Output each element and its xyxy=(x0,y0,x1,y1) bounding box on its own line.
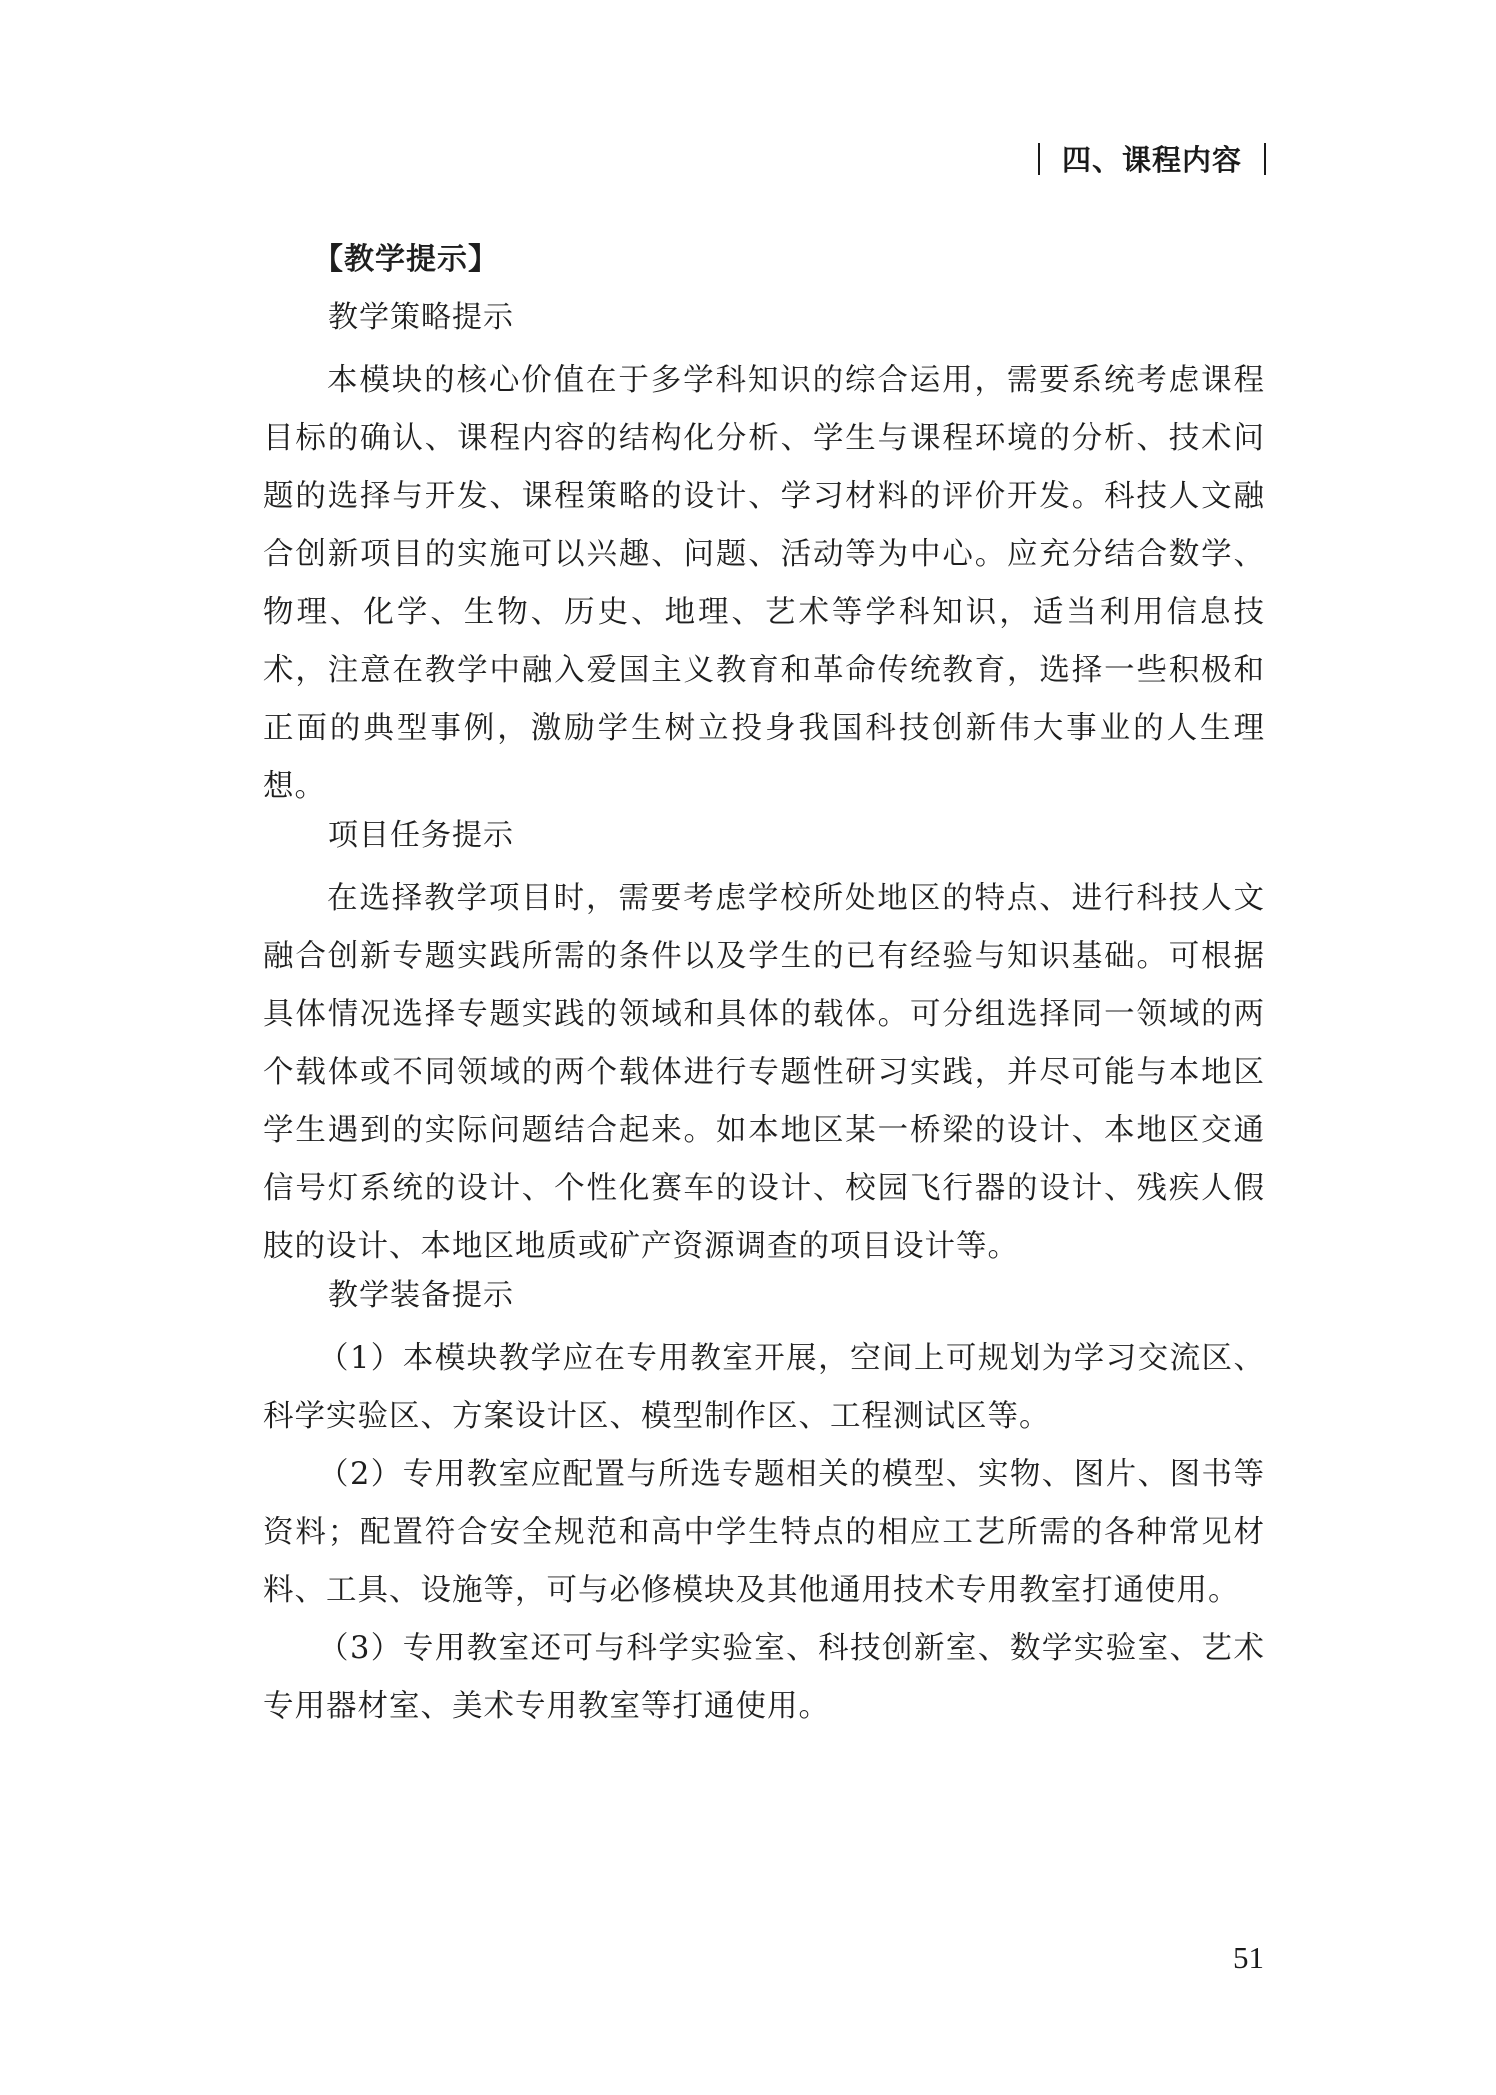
header-divider-right xyxy=(1264,143,1266,175)
running-header xyxy=(1038,138,1266,179)
header-divider-left xyxy=(1038,143,1040,175)
list-item-equipment-3: （3）专用教室还可与科学实验室、科技创新室、数学实验室、艺术专用器材室、美术专用教室等打通使用。 xyxy=(263,1631,1265,1724)
subheading-teaching-equipment: 教学装备提示 xyxy=(328,1278,514,1313)
list-item-equipment-2: （2）专用教室应配置与所选专题相关的模型、实物、图片、图书等资料；配置符合安全规范和高中学生特点的相应工艺所需的各种常见材料、工具、设施等，可与必修模块及其他通用技术专用教室打通使用。 xyxy=(263,1457,1265,1608)
running-title: 四、课程内容 xyxy=(1061,143,1242,177)
subheading-project-tasks: 项目任务提示 xyxy=(328,818,514,853)
paragraph-teaching-strategy: 本模块的核心价值在于多学科知识的综合运用，需要系统考虑课程目标的确认、课程内容的结构化分析、学生与课程环境的分析、技术问题的选择与开发、课程策略的设计、学习材料的评价开发。科技人文融合创新项目的实施可以兴趣、问题、活动等为中心。应充分结合数学、物理、化学、生物、历史、地理、艺术等学科知识，适当利用信息技术，注意在教学中融入爱国主义教育和革命传统教育，选择一些积极和正面的典型事例，激励学生树立投身我国科技创新伟大事业的人生理想。 xyxy=(263,363,1265,804)
page-number: 51 xyxy=(1233,1940,1264,1975)
list-item-equipment-1: （1）本模块教学应在专用教室开展，空间上可规划为学习交流区、科学实验区、方案设计区、模型制作区、工程测试区等。 xyxy=(263,1341,1265,1434)
paragraph-project-tasks: 在选择教学项目时，需要考虑学校所处地区的特点、进行科技人文融合创新专题实践所需的条件以及学生的已有经验与知识基础。可根据具体情况选择专题实践的领域和具体的载体。可分组选择同一领域的两个载体或不同领域的两个载体进行专题性研习实践，并尽可能与本地区学生遇到的实际问题结合起来。如本地区某一桥梁的设计、本地区交通信号灯系统的设计、个性化赛车的设计、校园飞行器的设计、残疾人假肢的设计、本地区地质或矿产资源调查的项目设计等。 xyxy=(263,881,1265,1264)
section-heading: 【教学提示】 xyxy=(313,242,499,277)
subheading-teaching-strategy: 教学策略提示 xyxy=(328,300,514,335)
page-content xyxy=(263,238,1265,1736)
